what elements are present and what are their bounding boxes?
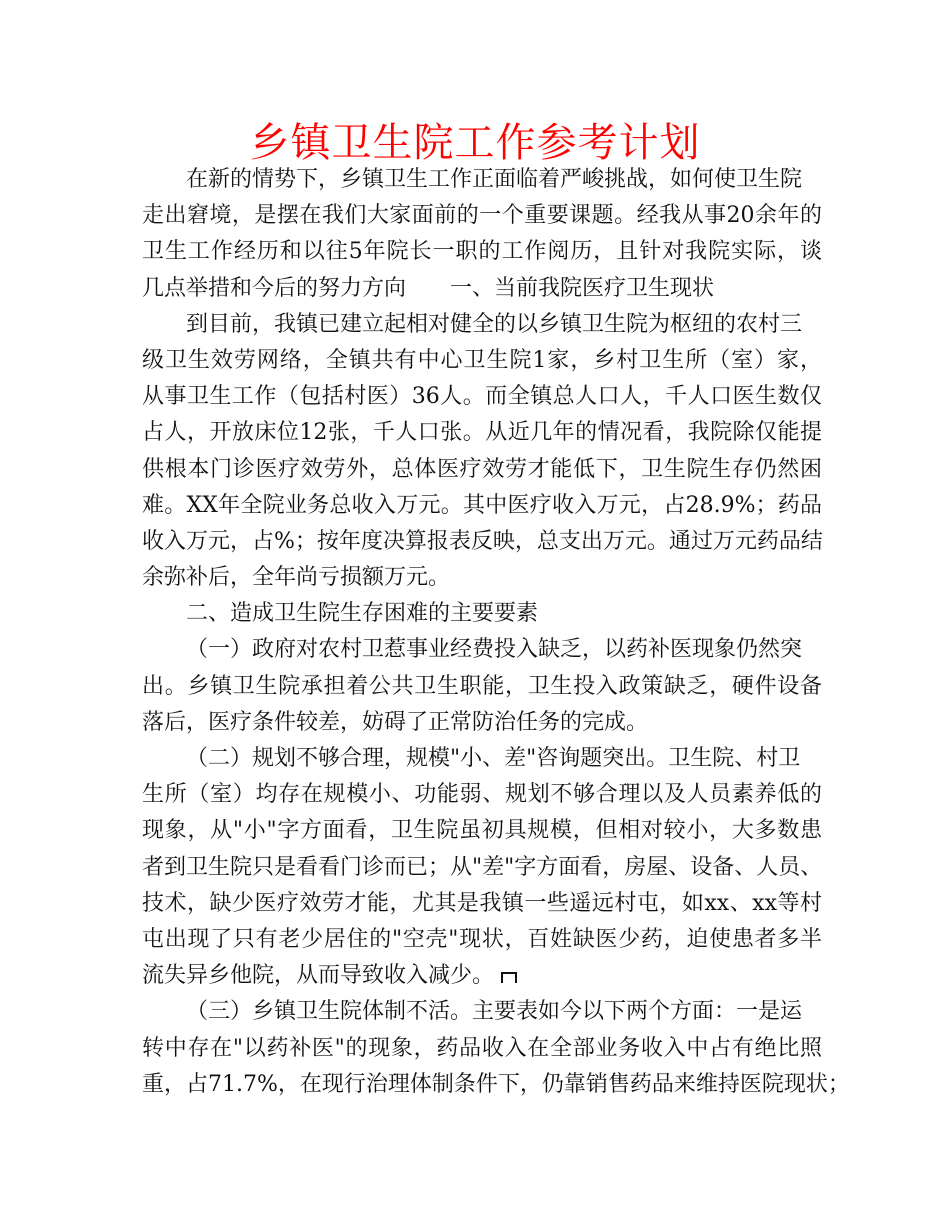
- section-heading: 二、造成卫生院生存困难的主要要素: [186, 601, 539, 627]
- paragraph-line: 屯出现了只有老少居住的"空壳"现状，百姓缺医少药，迫使患者多半: [142, 926, 822, 952]
- corner-bracket-icon: [500, 970, 518, 984]
- document-title: 乡镇卫生院工作参考计划: [249, 120, 701, 166]
- paragraph-line: 难。XX年全院业务总收入万元。其中医疗收入万元，占28.9%；药品: [142, 492, 822, 518]
- paragraph-line: 到目前，我镇已建立起相对健全的以乡镇卫生院为枢纽的农村三: [186, 311, 803, 337]
- paragraph-line: 几点举措和今后的努力方向 一、当前我院医疗卫生现状: [142, 275, 715, 301]
- document-body: [142, 162, 850, 1103]
- paragraph-line: 生所（室）均存在规模小、功能弱、规划不够合理以及人员素养低的: [142, 782, 822, 808]
- paragraph-line: 转中存在"以药补医"的现象，药品收入在全部业务收入中占有绝比照: [142, 1035, 822, 1061]
- paragraph-line: 级卫生效劳网络，全镇共有中心卫生院1家，乡村卫生所（室）家，: [142, 347, 822, 373]
- paragraph-line: 在新的情势下，乡镇卫生工作正面临着严峻挑战，如何使卫生院: [186, 167, 803, 192]
- paragraph-line: 重，占71.7%，在现行治理体制条件下，仍靠销售药品来维持医院现状；: [142, 1071, 850, 1097]
- paragraph-line: 余弥补后，全年尚亏损额万元。: [142, 565, 451, 591]
- paragraph-line: 现象，从"小"字方面看，卫生院虽初具规模，但相对较小，大多数患: [142, 818, 822, 844]
- paragraph-line: 出。乡镇卫生院承担着公共卫生职能，卫生投入政策缺乏，硬件设备: [142, 673, 822, 699]
- paragraph-line: 占人，开放床位12张，千人口张。从近几年的情况看，我院除仅能提: [142, 420, 822, 446]
- paragraph-line: 者到卫生院只是看看门诊而已；从"差"字方面看，房屋、设备、人员、: [142, 854, 823, 880]
- paragraph-line: 技术，缺少医疗效劳才能，尤其是我镇一些遥远村屯，如xx、xx等村: [142, 890, 822, 916]
- paragraph-line: 供根本门诊医疗效劳外，总体医疗效劳才能低下，卫生院生存仍然困: [142, 456, 822, 482]
- paragraph-line: 落后，医疗条件较差，妨碍了正常防治任务的完成。: [142, 709, 649, 735]
- paragraph-line: 收入万元，占%；按年度决算报表反映，总支出万元。通过万元药品结: [142, 528, 823, 554]
- paragraph-line: [142, 958, 822, 994]
- paragraph-line: （三）乡镇卫生院体制不活。主要表如今以下两个方面：一是运: [186, 999, 803, 1025]
- paragraph-line-text: 流失异乡他院，从而导致收入减少。: [142, 963, 495, 989]
- paragraph-line: 卫生工作经历和以往5年院长一职的工作阅历，且针对我院实际，谈: [142, 239, 822, 265]
- paragraph-line: 走出窘境，是摆在我们大家面前的一个重要课题。经我从事20余年的: [142, 203, 822, 229]
- paragraph-line: （一）政府对农村卫惹事业经费投入缺乏，以药补医现象仍然突: [186, 637, 803, 663]
- paragraph-line: 从事卫生工作（包括村医）36人。而全镇总人口人，千人口医生数仅: [142, 384, 822, 410]
- paragraph-line: （二）规划不够合理，规模"小、差"咨询题突出。卫生院、村卫: [186, 746, 801, 771]
